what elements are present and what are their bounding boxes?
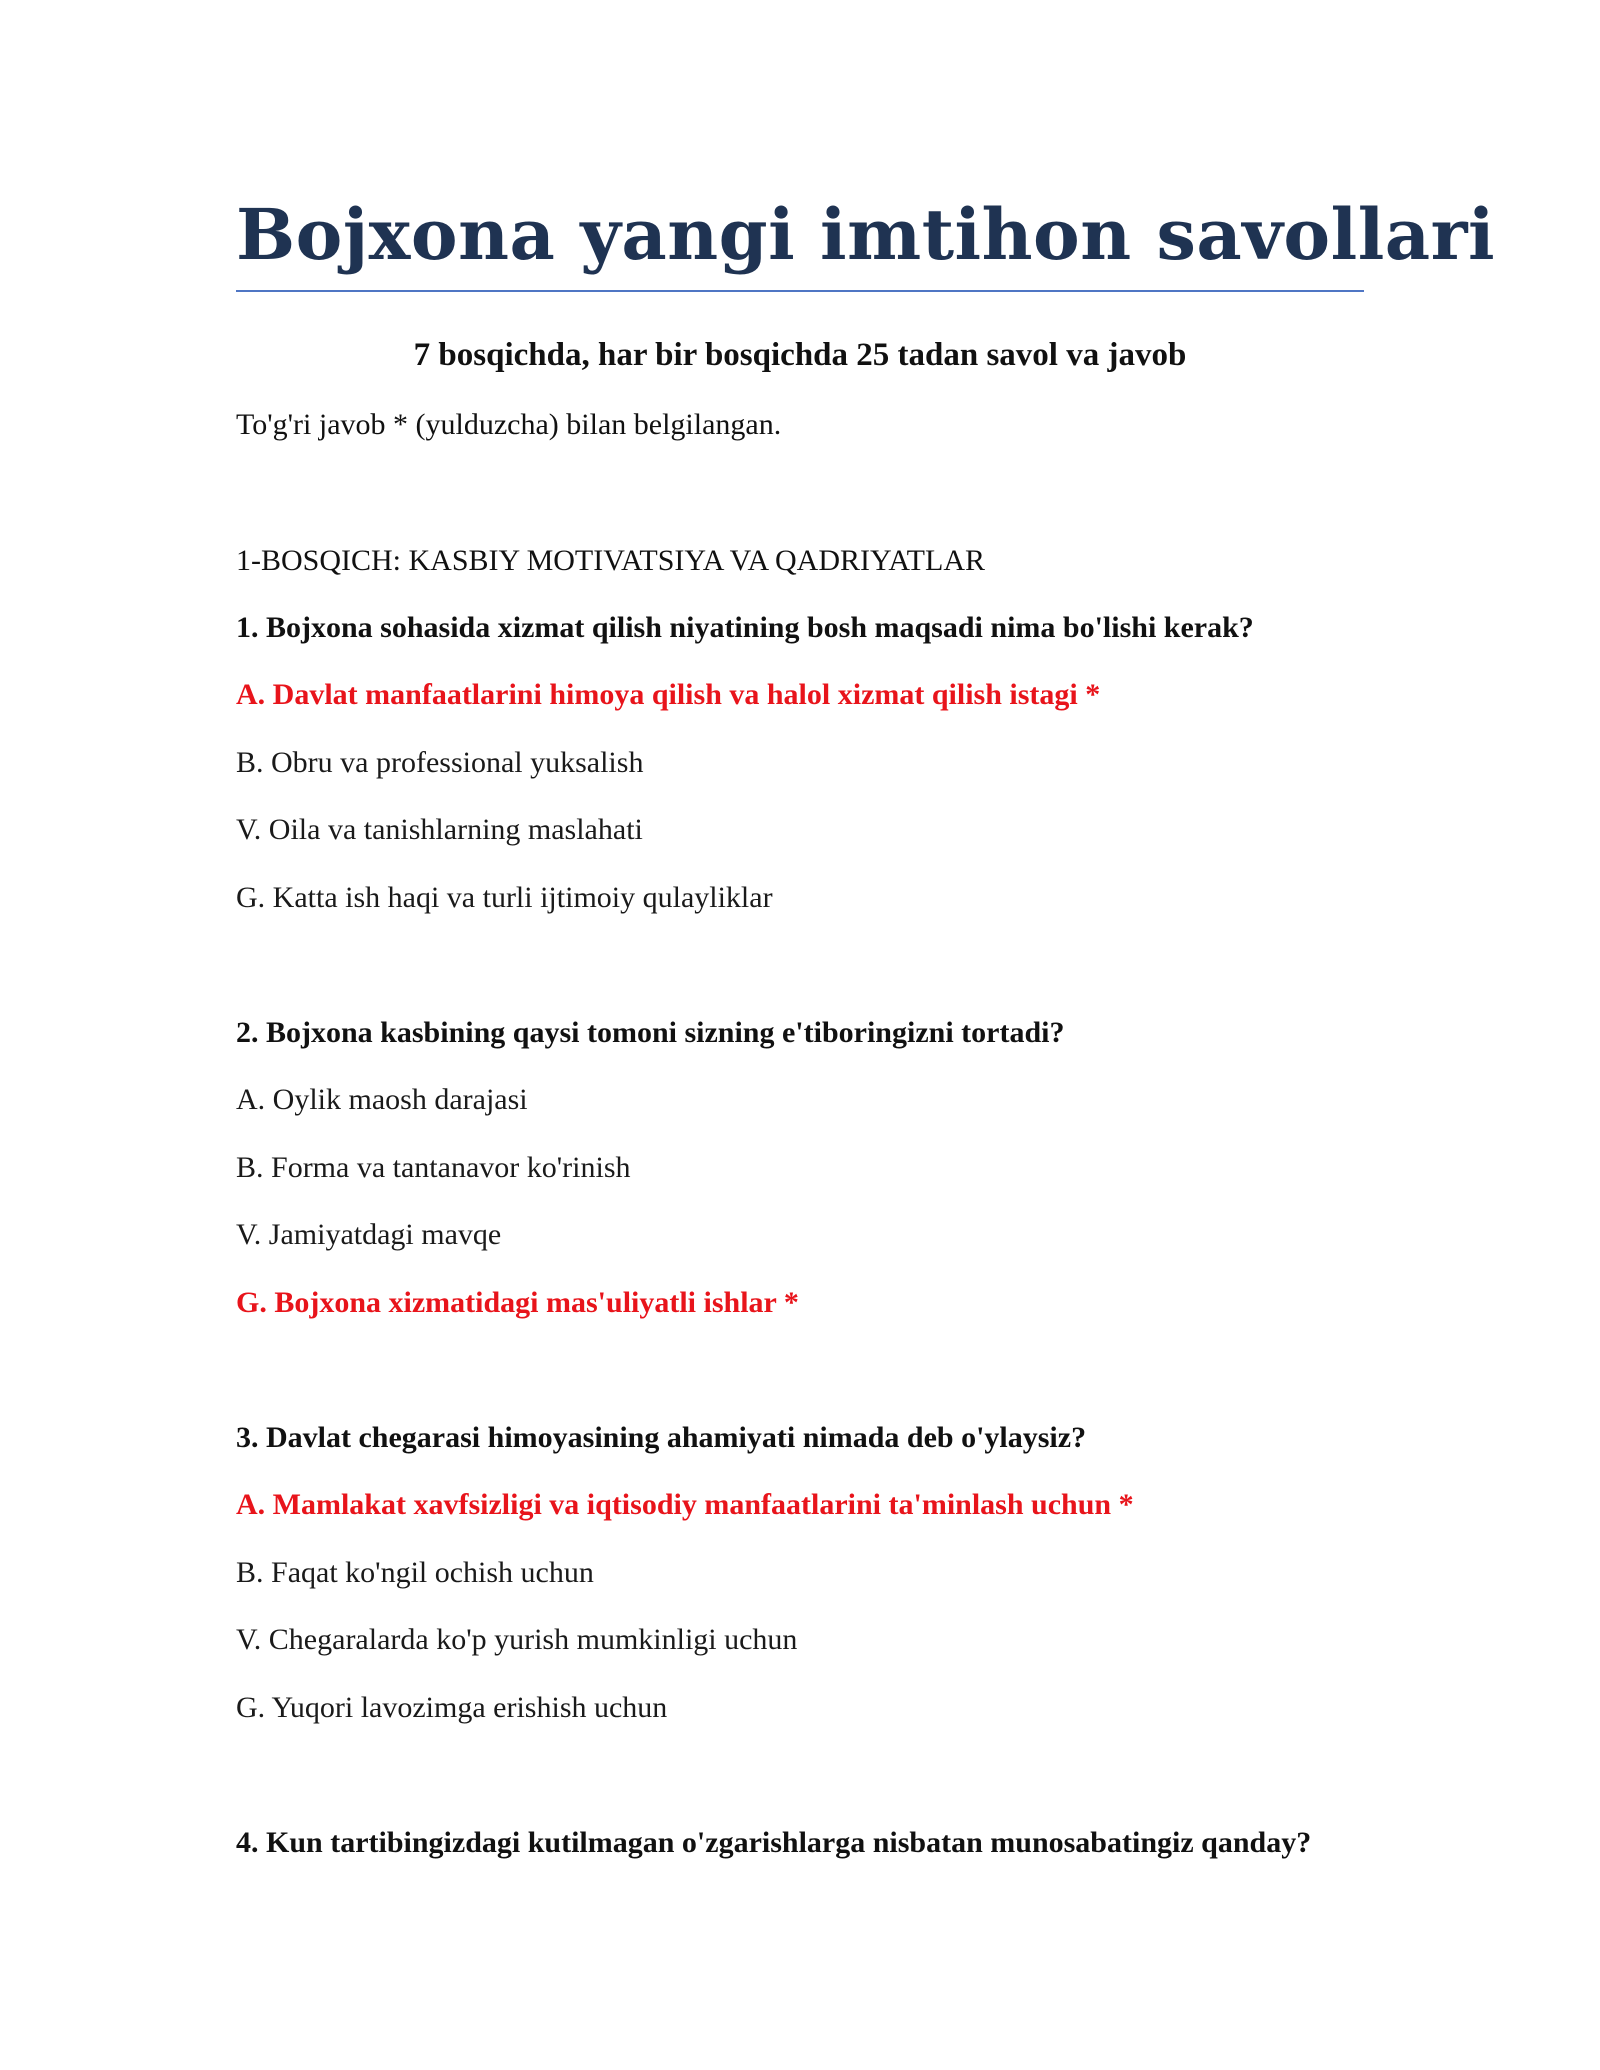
question-2-option-g: G. Bojxona xizmatidagi mas'uliyatli ishlar * <box>236 1286 799 1319</box>
question-2: 2. Bojxona kasbining qaysi tomoni sizning e'tiboringizni tortadi? <box>236 1016 1065 1049</box>
question-1: 1. Bojxona sohasida xizmat qilish niyatining bosh maqsadi nima bo'lishi kerak? <box>236 611 1254 644</box>
question-1-option-v: V. Oila va tanishlarning maslahati <box>236 813 643 846</box>
question-4: 4. Kun tartibingizdagi kutilmagan o'zgarishlarga nisbatan munosabatingiz qanday? <box>236 1826 1312 1859</box>
document-subtitle: 7 bosqichda, har bir bosqichda 25 tadan savol va javob <box>413 337 1187 373</box>
question-1-option-g: G. Katta ish haqi va turli ijtimoiy qulayliklar <box>236 881 773 914</box>
section-heading: 1-BOSQICH: KASBIY MOTIVATSIYA VA QADRIYATLAR <box>236 544 985 577</box>
question-3-option-b: B. Faqat ko'ngil ochish uchun <box>236 1556 594 1589</box>
question-3-option-v: V. Chegaralarda ko'p yurish mumkinligi uchun <box>236 1623 798 1656</box>
question-2-option-v: V. Jamiyatdagi mavqe <box>236 1218 502 1251</box>
answer-key-note: To'g'ri javob * (yulduzcha) bilan belgilangan. <box>236 408 782 441</box>
question-2-option-b: B. Forma va tantanavor ko'rinish <box>236 1151 631 1184</box>
question-3: 3. Davlat chegarasi himoyasining ahamiyati nimada deb o'ylaysiz? <box>236 1421 1087 1454</box>
question-1-option-b: B. Obru va professional yuksalish <box>236 746 644 779</box>
question-3-option-g: G. Yuqori lavozimga erishish uchun <box>236 1691 668 1724</box>
title-underline-divider <box>236 290 1364 292</box>
question-2-option-a: A. Oylik maosh darajasi <box>236 1083 528 1116</box>
question-1-option-a: A. Davlat manfaatlarini himoya qilish va halol xizmat qilish istagi * <box>236 678 1101 711</box>
question-3-option-a: A. Mamlakat xavfsizligi va iqtisodiy manfaatlarini ta'minlash uchun * <box>236 1488 1134 1521</box>
document-title: Bojxona yangi imtihon savollari <box>236 193 1496 276</box>
